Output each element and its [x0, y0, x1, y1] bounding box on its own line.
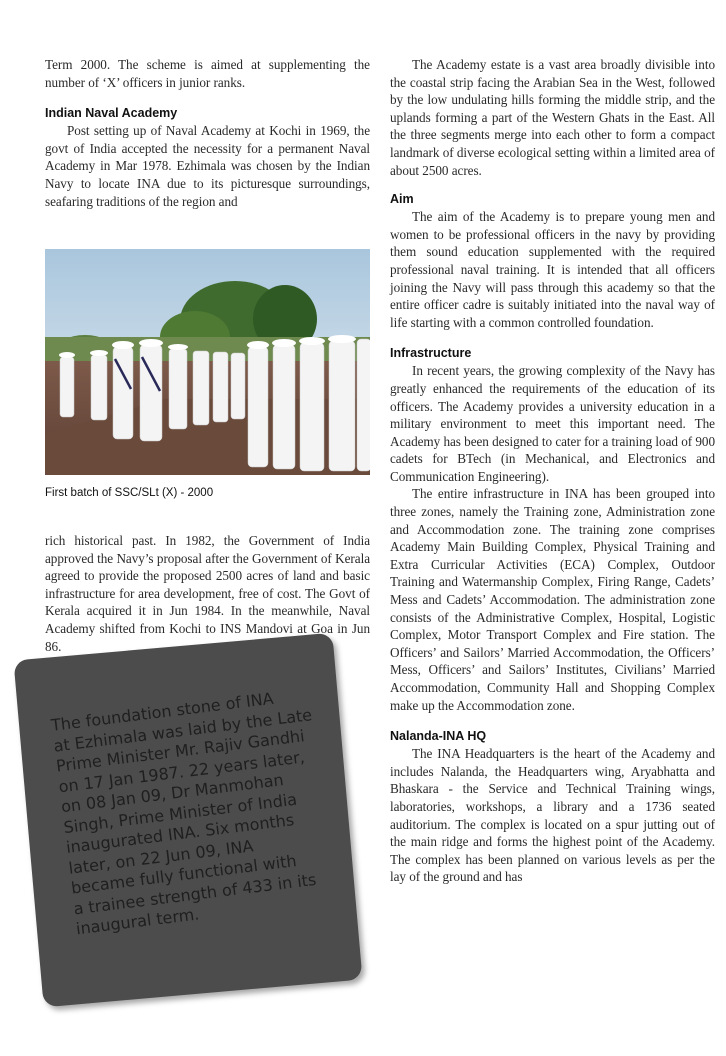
right-column: [390, 56, 715, 886]
infrastructure-heading: Infrastructure: [390, 346, 472, 361]
intro-paragraph: Term 2000. The scheme is aimed at supplementing the number of ‘X’ officers in junior ranks.: [45, 57, 370, 90]
infrastructure-paragraph-1: In recent years, the growing complexity of the Navy has greatly enhanced the requirements of the education of its officers. The Academy provides a university education in a military environment to meet this important need. The Academy has been designed to cater for a training load of 900 cadets for BTech (in Mechanical, and Electronics and Communication Engineering).: [390, 363, 715, 484]
aim-heading: Aim: [390, 192, 414, 207]
photo-caption: First batch of SSC/SLt (X) - 2000: [45, 487, 214, 499]
infrastructure-paragraph-2: The entire infrastructure in INA has been grouped into three zones, namely the Training zone, Administration zone and Accommodation zone. The training zone comprises Academy Main Building Complex, Physical Training and Extra Curricular Activities (ECA) Complex, Outdoor Training and Watermanship Complex, Firing Range, Cadets’ Mess and Cadets’ Accommodation. The administration zone consists of the Administrative Complex, Hospital, Logistic Complex, Motor Transport Complex and Fire station. The Officers’ and Sailors’ Married Accommodation, the Officers’ Mess, Officers’ and Sailors’ Institutes, Civilians’ Married Accommodation, Community Hall and Shopping Complex make up the Accommodation zone.: [390, 486, 715, 713]
nalanda-hq-heading: Nalanda-INA HQ: [390, 729, 487, 744]
parade-illustration: [45, 249, 370, 475]
quote-text: The foundation stone of INA at Ezhimala was laid by the Late Prime Minister Mr. Rajiv Gandhi on 17 Jan 1987. 22 years later, on 08 Jan 09, Dr Manmohan Singh, Prime Minister of India inaugurated INA. Six months later, on 22 Jun 09, INA became fully functional with a trainee strength of 433 in its inaugural term.: [50, 688, 318, 939]
ina-paragraph-1: Post setting up of Naval Academy at Kochi in 1969, the govt of India accepted the necessity for a permanent Naval Academy in Mar 1978. Ezhimala was chosen by the Indian Navy to locate INA due to its picturesque surroundings, seafaring traditions of the region and: [45, 123, 370, 209]
aim-paragraph: The aim of the Academy is to prepare young men and women to be professional officers in the navy by providing them sound education supplemented with the required professional naval training. It is intended that all officers joining the Navy will pass through this academy so that the entire officer cadre is suitably initiated into the naval way of life starting with a common controlled foundation.: [390, 209, 715, 330]
left-column-upper: [45, 56, 370, 210]
cadets-parade-photo: [45, 249, 370, 475]
ina-paragraph-2: rich historical past. In 1982, the Government of India approved the Navy’s proposal after the Government of Kerala agreed to provide the proposed 2500 acres of land and basic infrastructure for area development, free of cost. The Govt of Kerala acquired it in Jun 1984. In the meanwhile, Naval Academy shifted from Kochi to INS Mandovi at Goa in Jun 86.: [45, 533, 370, 654]
estate-paragraph: The Academy estate is a vast area broadly divisible into the coastal strip facing the Arabian Sea in the West, followed by the low undulating hills forming the middle strip, and the uplands forming a part of the Western Ghats in the East. All the three segments merge into each other to form a compact landmark of diverse ecological setting within a limited area of about 2500 acres.: [390, 57, 715, 178]
nalanda-hq-paragraph: The INA Headquarters is the heart of the Academy and includes Nalanda, the Headquarters wing, Aryabhatta and Bhaskara - the Service and Technical Training wings, laboratories, workshops, a library and a 1736 seated auditorium. The complex is located on a spur jutting out of the main ridge and forms the highest point of the Academy. The complex has been planned on various levels as per the lay of the ground and has: [390, 746, 715, 885]
indian-naval-academy-heading: Indian Naval Academy: [45, 106, 178, 121]
